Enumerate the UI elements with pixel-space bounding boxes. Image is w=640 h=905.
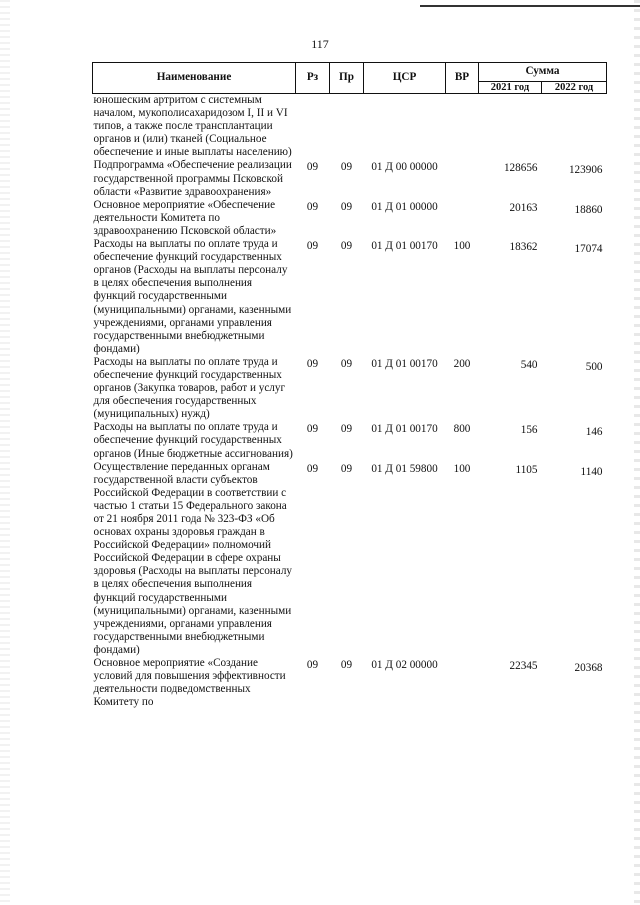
scan-top-line: [420, 5, 640, 7]
row-rz: [296, 94, 330, 160]
table-row: [93, 657, 607, 709]
table-row: [93, 356, 607, 421]
row-vr: 200: [453, 357, 471, 370]
row-pr: 09: [340, 423, 353, 436]
row-pr: [330, 94, 364, 160]
row-rz: 09: [306, 423, 319, 436]
row-rz: 09: [306, 200, 319, 213]
row-vr: [446, 657, 479, 709]
row-csr: 01 Д 01 00000: [371, 200, 438, 213]
row-csr: [364, 94, 446, 160]
row-rz: 09: [306, 462, 319, 475]
row-sum-2022: 18860: [574, 203, 603, 216]
row-rz: 09: [306, 357, 319, 370]
row-name: Расходы на выплаты по оплате труда и обеспечение функций государственных органов (Закупка товаров, работ и услуг для обеспечения государственных (муниципальных) нужд): [93, 355, 286, 421]
row-csr: 01 Д 01 00170: [371, 240, 438, 253]
row-sum-2022: 17074: [574, 243, 603, 256]
row-name: Основное мероприятие «Обеспечение деятельности Комитета по здравоохранению Псковской области»: [93, 198, 277, 237]
row-pr: 09: [340, 200, 353, 213]
row-vr: [446, 159, 479, 198]
header-csr: ЦСР: [364, 63, 446, 94]
row-sum-2021: 1105: [515, 463, 538, 476]
row-sum-2022: 123906: [568, 164, 603, 177]
row-sum-2021: 22345: [509, 660, 538, 673]
row-csr: 01 Д 01 59800: [371, 462, 438, 475]
row-vr: [446, 199, 479, 238]
row-pr: 09: [340, 357, 353, 370]
row-name: Расходы на выплаты по оплате труда и обеспечение функций государственных органов (Расходы на выплаты персоналу в целях обеспечения выполнения функций государственными (муниципальными) органами, казенными учреждениями, органами управления государственными внебюджетными фондами): [93, 238, 292, 355]
header-year-2022: 2022 год: [542, 82, 607, 94]
row-sum-2021: 156: [520, 424, 538, 437]
row-name: Осуществление переданных органам государственной власти субъектов Российской Федерации в соответствии с частью 1 статьи 15 Федерального закона от 21 ноября 2011 года № 323-ФЗ «Об основах охраны здоровья граждан в Российской Федерации» полномочий Российской Федерации в сфере охраны здоровья (Расходы на выплаты персоналу в целях обеспечения выполнения функций государственными (муниципальными) органами, казенными учреждениями, органами управления государственными внебюджетными фондами): [93, 460, 293, 656]
row-name: Основное мероприятие «Создание условий для повышения эффективности деятельности подведомственных Комитету по: [93, 657, 286, 709]
scan-edge-left: [0, 0, 10, 905]
row-sum-2022: 146: [585, 426, 603, 439]
row-sum-2021: 20163: [509, 201, 538, 214]
row-name: Расходы на выплаты по оплате труда и обеспечение функций государственных органов (Иные бюджетные ассигнования): [93, 421, 293, 460]
table-header: [93, 63, 607, 94]
row-vr: 100: [453, 240, 471, 253]
budget-table-container: [92, 62, 606, 709]
row-pr: 09: [340, 161, 353, 174]
row-pr: 09: [340, 462, 353, 475]
table-row: [93, 159, 607, 198]
row-pr: 09: [340, 240, 353, 253]
row-sum-2022: 20368: [574, 662, 603, 675]
table-row: [93, 199, 607, 238]
row-sum-2021: [479, 94, 542, 160]
row-vr: 800: [453, 423, 471, 436]
header-year-2021: 2021 год: [479, 82, 542, 94]
table-row: [93, 94, 607, 160]
row-vr: [446, 94, 479, 160]
row-csr: 01 Д 02 00000: [371, 659, 438, 672]
table-row: [93, 421, 607, 460]
row-sum-2021: 540: [520, 358, 538, 371]
row-sum-2021: 18362: [509, 241, 538, 254]
page-number: 117: [311, 37, 329, 51]
header-sum: Сумма: [479, 63, 607, 82]
table-row: [93, 461, 607, 657]
row-csr: 01 Д 00 00000: [371, 161, 438, 174]
header-rz: Рз: [296, 63, 330, 94]
scan-edge-right: [634, 0, 640, 905]
row-rz: 09: [306, 659, 319, 672]
header-vr: ВР: [446, 63, 479, 94]
row-csr: 01 Д 01 00170: [371, 423, 438, 436]
row-vr: 100: [453, 462, 471, 475]
row-sum-2022: 500: [585, 360, 603, 373]
row-name: Подпрограмма «Обеспечение реализации государственной программы Псковской области «Развитие здравоохранения»: [93, 159, 292, 198]
row-rz: 09: [306, 161, 319, 174]
header-pr: Пр: [330, 63, 364, 94]
header-name: Наименование: [93, 63, 296, 94]
row-sum-2022: 1140: [580, 465, 603, 478]
row-sum-2021: 128656: [503, 162, 538, 175]
table-body: [93, 94, 607, 710]
row-pr: 09: [340, 659, 353, 672]
row-name: юношеским артритом с системным началом, мукополисахаридозом I, II и VI типов, а также после трансплантации органов и (или) тканей (Социальное обеспечение и иные выплаты населению): [93, 94, 292, 159]
table-row: [93, 238, 607, 356]
row-rz: 09: [306, 240, 319, 253]
row-csr: 01 Д 01 00170: [371, 357, 438, 370]
row-sum-2022: [542, 94, 607, 160]
budget-table: [92, 62, 607, 709]
